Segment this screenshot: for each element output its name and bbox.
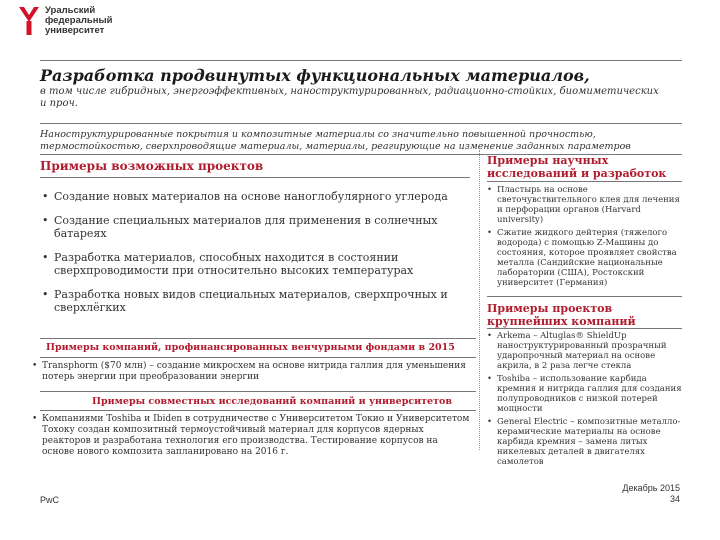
logo-text <box>45 6 112 36</box>
university-logo <box>18 6 178 42</box>
joint-rule-bottom <box>40 410 476 411</box>
research-list <box>487 185 682 291</box>
list-item: • Arkema – Altuglas® ShieldUp наноструктурированный прозрачный ударопрочный материал на основе акрила, в 2 раза легче стекла <box>487 331 682 371</box>
list-item: • Сжатие жидкого дейтерия (тяжелого водорода) с помощью Z-Машины до состояния, которое проявляет свойства металла (Сандийские национальные лаборатории (США), Ростокский университет (Германия) <box>487 228 682 288</box>
companies-heading: Примеры проектов крупнейших компаний <box>487 302 636 328</box>
companies-list <box>487 331 682 470</box>
joint-heading: Примеры совместных исследований компаний и университетов <box>92 396 452 407</box>
title-rule <box>40 123 682 124</box>
possible-projects-heading: Примеры возможных проектов <box>40 159 264 173</box>
description: Наноструктурированные покрытия и композитные материалы со значительно повышенной прочностью, термостойкостью, сверхпроводящие материалы, материалы, реагирующие на изменение заданных параметров <box>40 129 631 152</box>
slide-subtitle: в том числе гибридных, энергоэффективных, наноструктурированных, радиационно-стойких, биомиметических и проч. <box>40 86 659 109</box>
joint-rule-top <box>40 391 476 392</box>
footer-info <box>622 483 680 505</box>
research-rule <box>487 181 682 182</box>
logo-line-2: федеральный <box>45 15 113 26</box>
companies-rule-bottom <box>487 328 682 329</box>
venture-heading: Примеры компаний, профинансированных венчурными фондами в 2015 <box>46 342 455 353</box>
footer-brand: PwC <box>40 495 60 505</box>
slide-title: Разработка продвинутых функциональных материалов, <box>40 66 590 85</box>
possible-projects-list <box>40 190 470 325</box>
list-item: • General Electric – композитные металло-керамические материалы на основе карбида кремния – замена литых никелевых деталей в двигателях самолетов <box>487 417 682 467</box>
venture-list <box>30 361 470 387</box>
logo-line-1: Уральский <box>45 5 96 16</box>
list-item: • Пластырь на основе светочувствительного клея для лечения и перфорации органов (Harvard university) <box>487 185 682 225</box>
list-item: • Компаниями Toshiba и Ibiden в сотрудничестве с Университетом Токио и Университетом Тохоку создан композитный термоустойчивый материал для корпусов ядерных реакторов и разработана технология его производства. Тестирование корпусов на основе нового композита запланировано на 2016 г. <box>30 414 470 458</box>
venture-rule-top <box>40 338 476 339</box>
list-item: • Разработка новых видов специальных материалов, сверхпрочных и сверхлёгких <box>40 288 470 314</box>
page-number: 34 <box>669 494 680 504</box>
possible-projects-rule <box>40 177 470 178</box>
joint-list <box>30 414 470 462</box>
list-item: • Разработка материалов, способных находится в состоянии сверхпроводимости при относительно высоких температурах <box>40 251 470 277</box>
list-item: • Создание новых материалов на основе наноглобулярного углерода <box>40 190 470 203</box>
logo-mark-icon <box>18 6 40 36</box>
list-item: • Создание специальных материалов для применения в солнечных батареях <box>40 214 470 240</box>
venture-rule-bottom <box>40 357 476 358</box>
list-item: • Transphorm ($70 млн) – создание микросхем на основе нитрида галлия для уменьшения потерь энергии при преобразовании энергии <box>30 361 470 383</box>
footer-date: Декабрь 2015 <box>622 483 680 493</box>
logo-line-3: университет <box>45 25 105 36</box>
column-divider <box>479 150 480 450</box>
list-item: • Toshiba – использование карбида кремния и нитрида галлия для создания полупроводников с низкой потерей мощности <box>487 374 682 414</box>
top-rule <box>40 60 682 61</box>
research-heading: Примеры научных исследований и разработок <box>487 154 667 180</box>
companies-rule-top <box>487 296 682 297</box>
